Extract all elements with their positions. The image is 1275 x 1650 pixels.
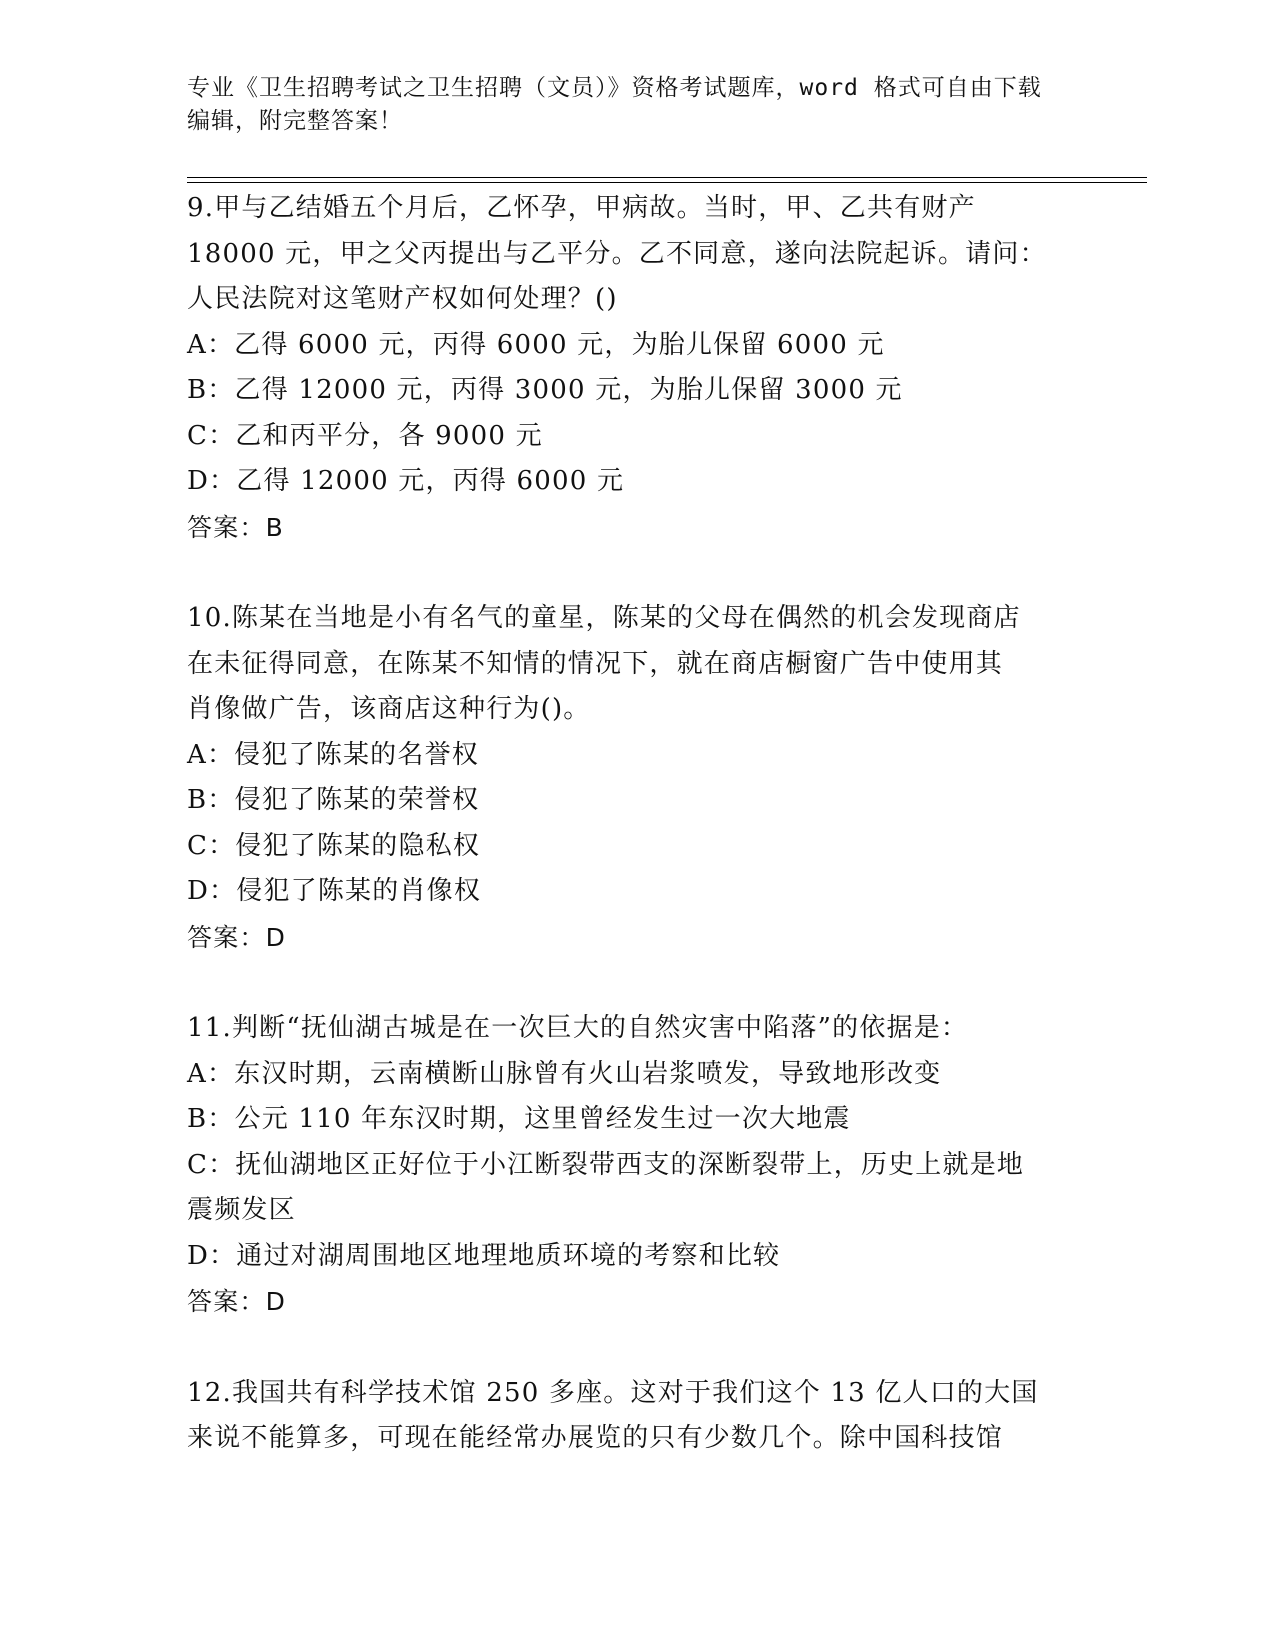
document-header: [187, 72, 1087, 138]
question-11: [187, 1006, 1087, 1325]
question-stem-line: 11.判断“抚仙湖古城是在一次巨大的自然灾害中陷落”的依据是：: [187, 1013, 969, 1043]
option-c: C：乙和丙平分，各 9000 元: [187, 420, 543, 451]
question-9: [187, 186, 1087, 550]
question-stem-line: 来说不能算多，可现在能经常办展览的只有少数几个。除中国科技馆: [187, 1423, 1004, 1453]
question-12: [187, 1371, 1087, 1462]
header-divider: [187, 177, 1147, 183]
option-a: A：东汉时期，云南横断山脉曾有火山岩浆喷发，导致地形改变: [187, 1058, 942, 1089]
question-stem-line: 在未征得同意，在陈某不知情的情况下，就在商店橱窗广告中使用其: [187, 648, 1004, 679]
option-a: A：乙得 6000 元，丙得 6000 元，为胎儿保留 6000 元: [187, 329, 885, 360]
question-stem-line: 18000 元，甲之父丙提出与乙平分。乙不同意，遂向法院起诉。请问：: [187, 238, 1047, 269]
option-b: B：公元 110 年东汉时期，这里曾经发生过一次大地震: [187, 1104, 851, 1134]
question-stem-line: 人民法院对这笔财产权如何处理？(): [187, 284, 618, 314]
answer-line: 答案：D: [187, 1287, 287, 1316]
option-a: A：侵犯了陈某的名誉权: [187, 739, 479, 770]
question-stem-line: 肖像做广告，该商店这种行为()。: [187, 694, 591, 724]
question-10: [187, 596, 1087, 960]
option-b: B：乙得 12000 元，丙得 3000 元，为胎儿保留 3000 元: [187, 375, 903, 405]
option-d: D：侵犯了陈某的肖像权: [187, 876, 482, 906]
header-line-1: 专业《卫生招聘考试之卫生招聘（文员）》资格考试题库，word 格式可自由下载: [187, 75, 1042, 101]
header-line-2: 编辑，附完整答案！: [187, 108, 403, 134]
question-stem-line: 12.我国共有科学技术馆 250 多座。这对于我们这个 13 亿人口的大国: [187, 1377, 1039, 1408]
option-c: C：侵犯了陈某的隐私权: [187, 830, 481, 861]
option-c-continued: 震频发区: [187, 1195, 296, 1225]
question-list: [187, 186, 1087, 1462]
option-d: D：通过对湖周围地区地理地质环境的考察和比较: [187, 1240, 781, 1271]
option-c: C：抚仙湖地区正好位于小江断裂带西支的深断裂带上，历史上就是地: [187, 1149, 1025, 1180]
question-stem-line: 10.陈某在当地是小有名气的童星，陈某的父母在偶然的机会发现商店: [187, 603, 1021, 633]
option-b: B：侵犯了陈某的荣誉权: [187, 785, 480, 815]
answer-line: 答案：D: [187, 922, 287, 952]
question-stem-line: 9.甲与乙结婚五个月后，乙怀孕，甲病故。当时，甲、乙共有财产: [187, 193, 976, 223]
answer-line: 答案：B: [187, 512, 284, 542]
option-d: D：乙得 12000 元，丙得 6000 元: [187, 466, 625, 496]
